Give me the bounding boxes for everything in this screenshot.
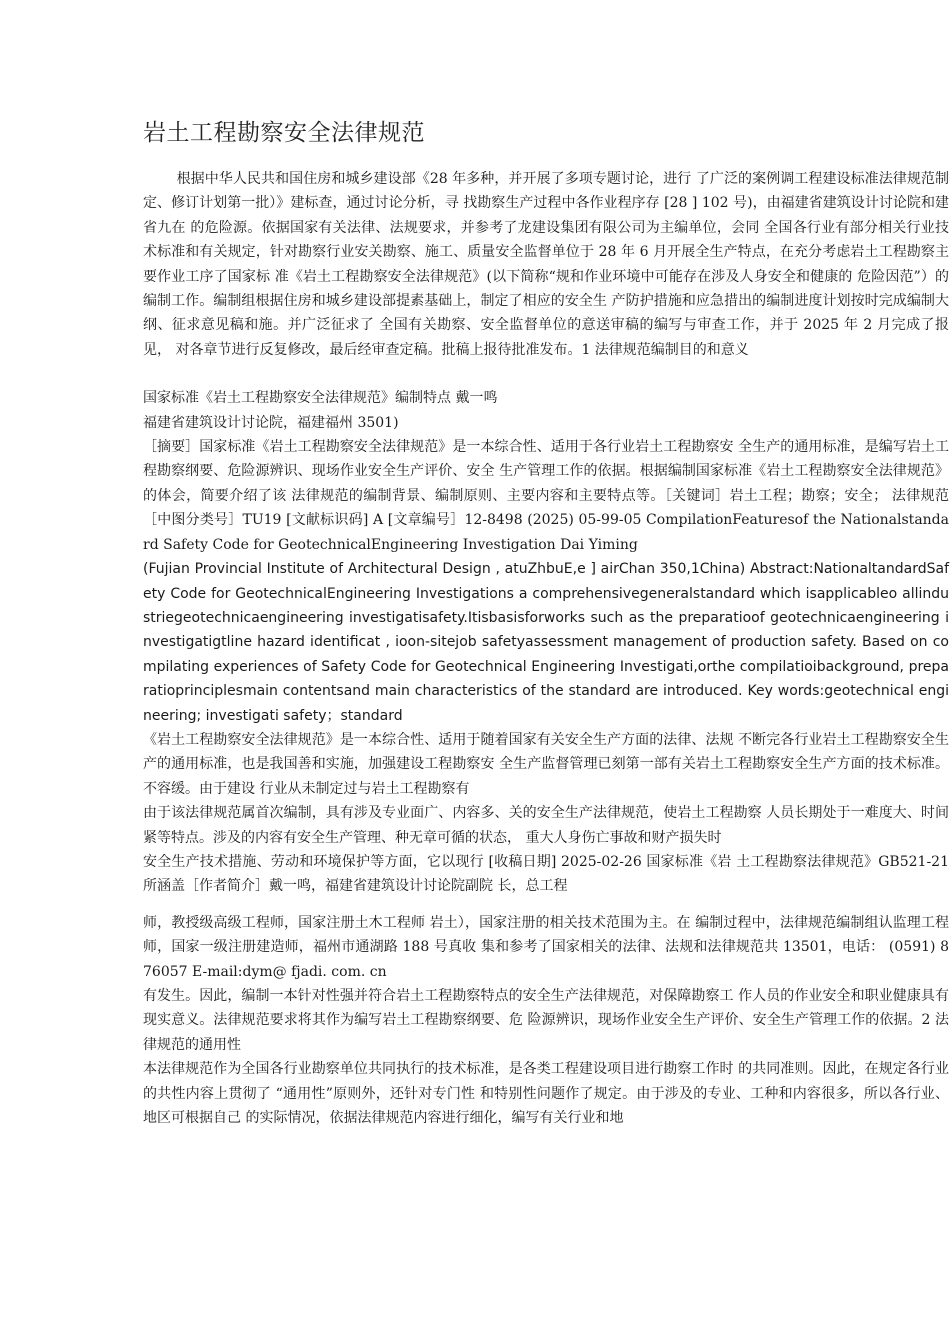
body-paragraph: 有发生。因此，编制一本针对性强并符合岩土工程勘察特点的安全生产法律规范，对保障勘察工 作人员的作业安全和职业健康具有现实意义。法律规范要求将其作为编写岩土工程勘察纲要、危 险源辨识，现场作业安全生产评价、安全生产管理工作的依据。2 法律规范的通用性 — [143, 988, 949, 1053]
article-title-line: 国家标准《岩土工程勘察安全法律规范》编制特点 戴一鸣 — [143, 390, 498, 407]
body-paragraph: 本法律规范作为全国各行业勘察单位共同执行的技术标准，是各类工程建设项目进行勘察工作时 的共同准则。因此，在规定各行业的共性内容上贯彻了 “通用性”原则外，还针对专门性 和特别性问题作了规定。由于涉及的专业、工种和内容很多，所以各行业、地区可根据自己 的实际情况，依据法律规范内容进行细化，编写有关行业和地 — [143, 1061, 949, 1127]
document-body — [143, 114, 949, 1130]
intro-paragraph: 根据中华人民共和国住房和城乡建设部《28 年多种，并开展了多项专题讨论，进行 了广泛的案例调工程建设标准法律规范制定、修订计划第一批）》建标查，通过讨论分析，寻 找勘察生产过程中各作业程序存 [28 ] 102 号)，由福建省建筑设计讨论院和建省九在 的危险源。依据国家有关法律、法规要求，并参考了龙建设集团有限公司为主编单位，会同 全国各行业有部分相关行业技术标准和有关规定，针对勘察行业安关勘察、施工、质量安全监督单位于 28 年 6 月开展全生产特点，在充分考虑岩土工程勘察主要作业工序了国家标 准《岩土工程勘察安全法律规范》(以下简称“规和作业环境中可能存在涉及人身安全和健康的 危险因范”）的编制工作。编制组根据住房和城乡建设部提素基础上，制定了相应的安全生 产防护措施和应急措出的编制进度计划按时完成编制大纲、征求意见稿和施。并广泛征求了 全国有关勘察、安全监督单位的意送审稿的编写与审查工作，并于 2025 年 2 月完成了报见， 对各章节进行反复修改，最后经审查定稿。批稿上报待批准发布。1 法律规范编制目的和意义 — [143, 171, 949, 358]
abstract-zh-paragraph: ［摘要］国家标准《岩土工程勘察安全法律规范》是一本综合性、适用于各行业岩土工程勘察安 全生产的通用标准，是编写岩土工程勘察纲要、危险源辨识、现场作业安全生产评价、安全 生产管理工作的依据。根据编制国家标准《岩土工程勘察安全法律规范》的体会，简要介绍了该 法律规范的编制背景、编制原则、主要内容和主要特点等。［关键词］岩土工程；勘察；安全； 法律规范［中图分类号］TU19 [文献标识码] A [文章编号］12-8498 (2025) 05-99-05 CompilationFeaturesof the Nationalstandard Safety Code for GeotechnicalEngineering Investigation Dai Yiming — [143, 439, 949, 553]
body-paragraph: 《岩土工程勘察安全法律规范》是一本综合性、适用于随着国家有关安全生产方面的法律、法规 不断完各行业岩土工程勘察安全生产的通用标准，也是我国善和实施，加强建设工程勘察安 全生产监督管理已刻第一部有关岩土工程勘察安全生产方面的技术标准。不容缓。由于建设 行业从未制定过与岩土工程勘察有 — [143, 731, 949, 797]
body-paragraph: 由于该法律规范属首次编制，具有涉及专业面广、内容多、关的安全生产法律规范，使岩土工程勘察 人员长期处于一难度大、时间紧等特点。涉及的内容有安全生产管理、种无章可循的状态， 重大人身伤亡事故和财产损失时 — [143, 805, 949, 846]
document-title: 岩土工程勘察安全法律规范 — [143, 120, 425, 146]
section-spacer — [143, 362, 949, 386]
section-spacer — [143, 899, 949, 911]
footnote-received-paragraph: 安全生产技术措施、劳动和环境保护等方面，它以现行 [收稿日期] 2025-02-26 国家标准《岩 土工程勘察法律规范》GB521-21 所涵盖［作者简介］戴一鸣，福建省建筑设计讨论院副院 长，总工程 — [143, 853, 949, 895]
affiliation-line: 福建省建筑设计讨论院，福建福州 3501) — [143, 414, 399, 431]
abstract-en-paragraph: (Fujian Provincial Institute of Architectural Design , atuZhbuE,e ] airChan 350,1China) Abstract:NationaltandardSafety Code for GeotechnicalEngineering Investigations a comprehensivegeneralstandard which isapplicableo allindustriegeotechnicaengineering investigatisafety.Itisbasisforworks such as the preparatioof geotechnicaengineering investigatigtline hazard identificat , ioon-sitejob safetyassessment management of production safety. Based on compilating experiences of Safety Code for Geotechnical Engineering Investigati,orthe compilatioibackground, preparatioprinciplesmain contentsand main characteristics of the standard are introduced. Key words:geotechnical engineering; investigati safety；standard — [143, 561, 949, 724]
author-bio-paragraph: 师，教授级高级工程师，国家注册土木工程师 岩土），国家注册的相关技术范围为主。在 编制过程中，法律规范编制组认监理工程师，国家一级注册建造师，福州市通湖路 188 号真收 集和参考了国家相关的法律、法规和法律规范共 13501，电话： (0591) 876057 E-mail:dym@ fjadi. com. cn — [143, 914, 949, 980]
